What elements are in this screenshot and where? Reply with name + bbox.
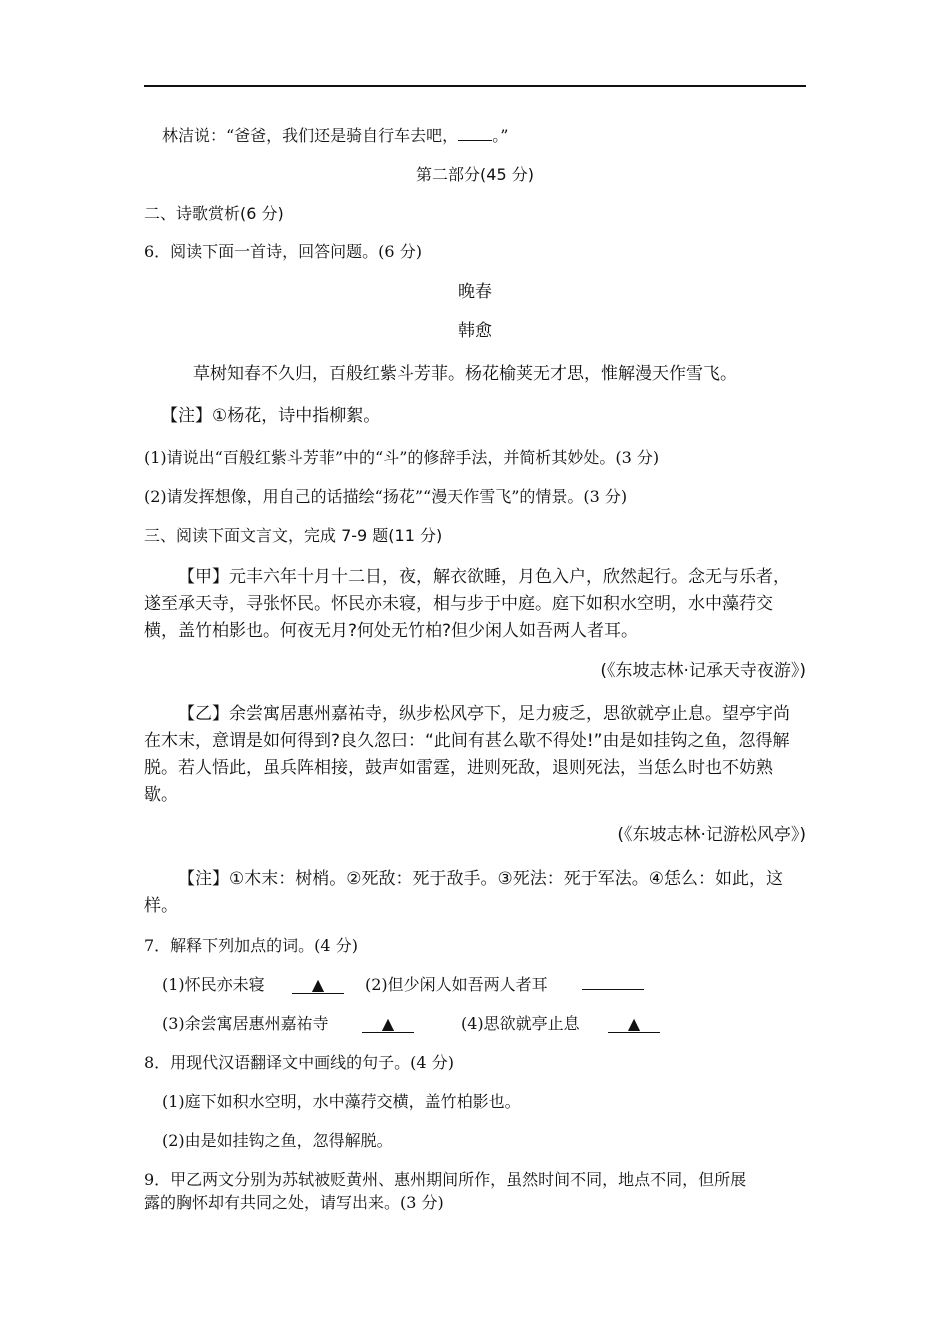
poem-author: 韩愈 [458,321,492,341]
q7-item-4 [461,1012,950,1036]
poem-title: 晚春 [458,282,492,302]
question-6: 6．阅读下面一首诗，回答问题。(6 分) [144,242,422,261]
q7-item-3-text: (3)余尝寓居惠州嘉祐寺 [162,1014,329,1033]
q7-item-4-text: (4)思欲就亭止息 [461,1014,580,1033]
question-8: 8．用现代汉语翻译文中画线的句子。(4 分) [144,1053,454,1072]
question-8-2: (2)由是如挂钩之鱼，忽得解脱。 [162,1131,393,1150]
poem-note: 【注】①杨花，诗中指柳絮。 [161,406,381,426]
question-7: 7．解释下列加点的词。(4 分) [144,936,358,955]
q7-item-2 [365,973,950,997]
q7-item-1-text: (1)怀民亦未寝 [162,975,265,994]
section3-heading: 三、阅读下面文言文，完成 7-9 题(11 分) [144,526,443,545]
section2-heading: 二、诗歌赏析(6 分) [144,204,284,223]
top-rule [144,85,806,87]
q7-blank-2 [582,973,646,997]
answer-blank [458,140,492,141]
q7-blank-4 [608,1012,664,1036]
q7-blank-3 [362,1012,418,1036]
question-9-line1: 9．甲乙两文分别为苏轼被贬黄州、惠州期间所作，虽然时间不同，地点不同，但所展 [144,1170,747,1189]
q7-blank-1 [292,973,348,997]
triangle-icon: ▲ [292,977,344,994]
part-title: 第二部分(45 分) [416,165,534,184]
intro-text-end: 。” [492,126,509,145]
q7-item-2-text: (2)但少闲人如吾两人者耳 [365,975,548,994]
triangle-icon: ▲ [608,1016,660,1033]
poem-text: 草树知春不久归，百般红紫斗芳菲。杨花榆荚无才思，惟解漫天作雪飞。 [193,364,737,384]
question-8-1: (1)庭下如积水空明，水中藻荇交横，盖竹柏影也。 [162,1092,521,1111]
intro-line [162,124,824,148]
source-b: (《东坡志林·记游松风亭》) [617,825,806,845]
source-a: (《东坡志林·记承天寺夜游》) [600,661,806,681]
passage-b: 【乙】余尝寓居惠州嘉祐寺，纵步松风亭下，足力疲乏，思欲就亭止息。望亭宇尚在木末，意谓是如何得到?良久忽曰：“此间有甚么歇不得处!”由是如挂钩之鱼，忽得解脱。若人悟此，虽兵阵相接，鼓声如雷霆，进则死敌，退则死法，当恁么时也不妨熟歇。 [144,704,790,805]
question-6-2: (2)请发挥想像，用自己的话描绘“扬花”“漫天作雪飞”的情景。(3 分) [144,487,628,506]
triangle-icon: ▲ [362,1016,414,1033]
passage-note: 【注】①木末：树梢。②死敌：死于敌手。③死法：死于军法。④恁么：如此，这样。 [144,869,783,916]
question-9-line2: 露的胸怀却有共同之处，请写出来。(3 分) [144,1193,444,1212]
answer-blank [582,989,644,990]
question-6-1: (1)请说出“百般红紫斗芳菲”中的“斗”的修辞手法，并简析其妙处。(3 分) [144,448,660,467]
passage-a: 【甲】元丰六年十月十二日，夜，解衣欲睡，月色入户，欣然起行。念无与乐者，遂至承天寺，寻张怀民。怀民亦未寝，相与步于中庭。庭下如积水空明，水中藻荇交横，盖竹柏影也。何夜无月?何处无竹柏?但少闲人如吾两人者耳。 [144,567,790,641]
intro-text: 林洁说：“爸爸，我们还是骑自行车去吧， [162,126,459,145]
